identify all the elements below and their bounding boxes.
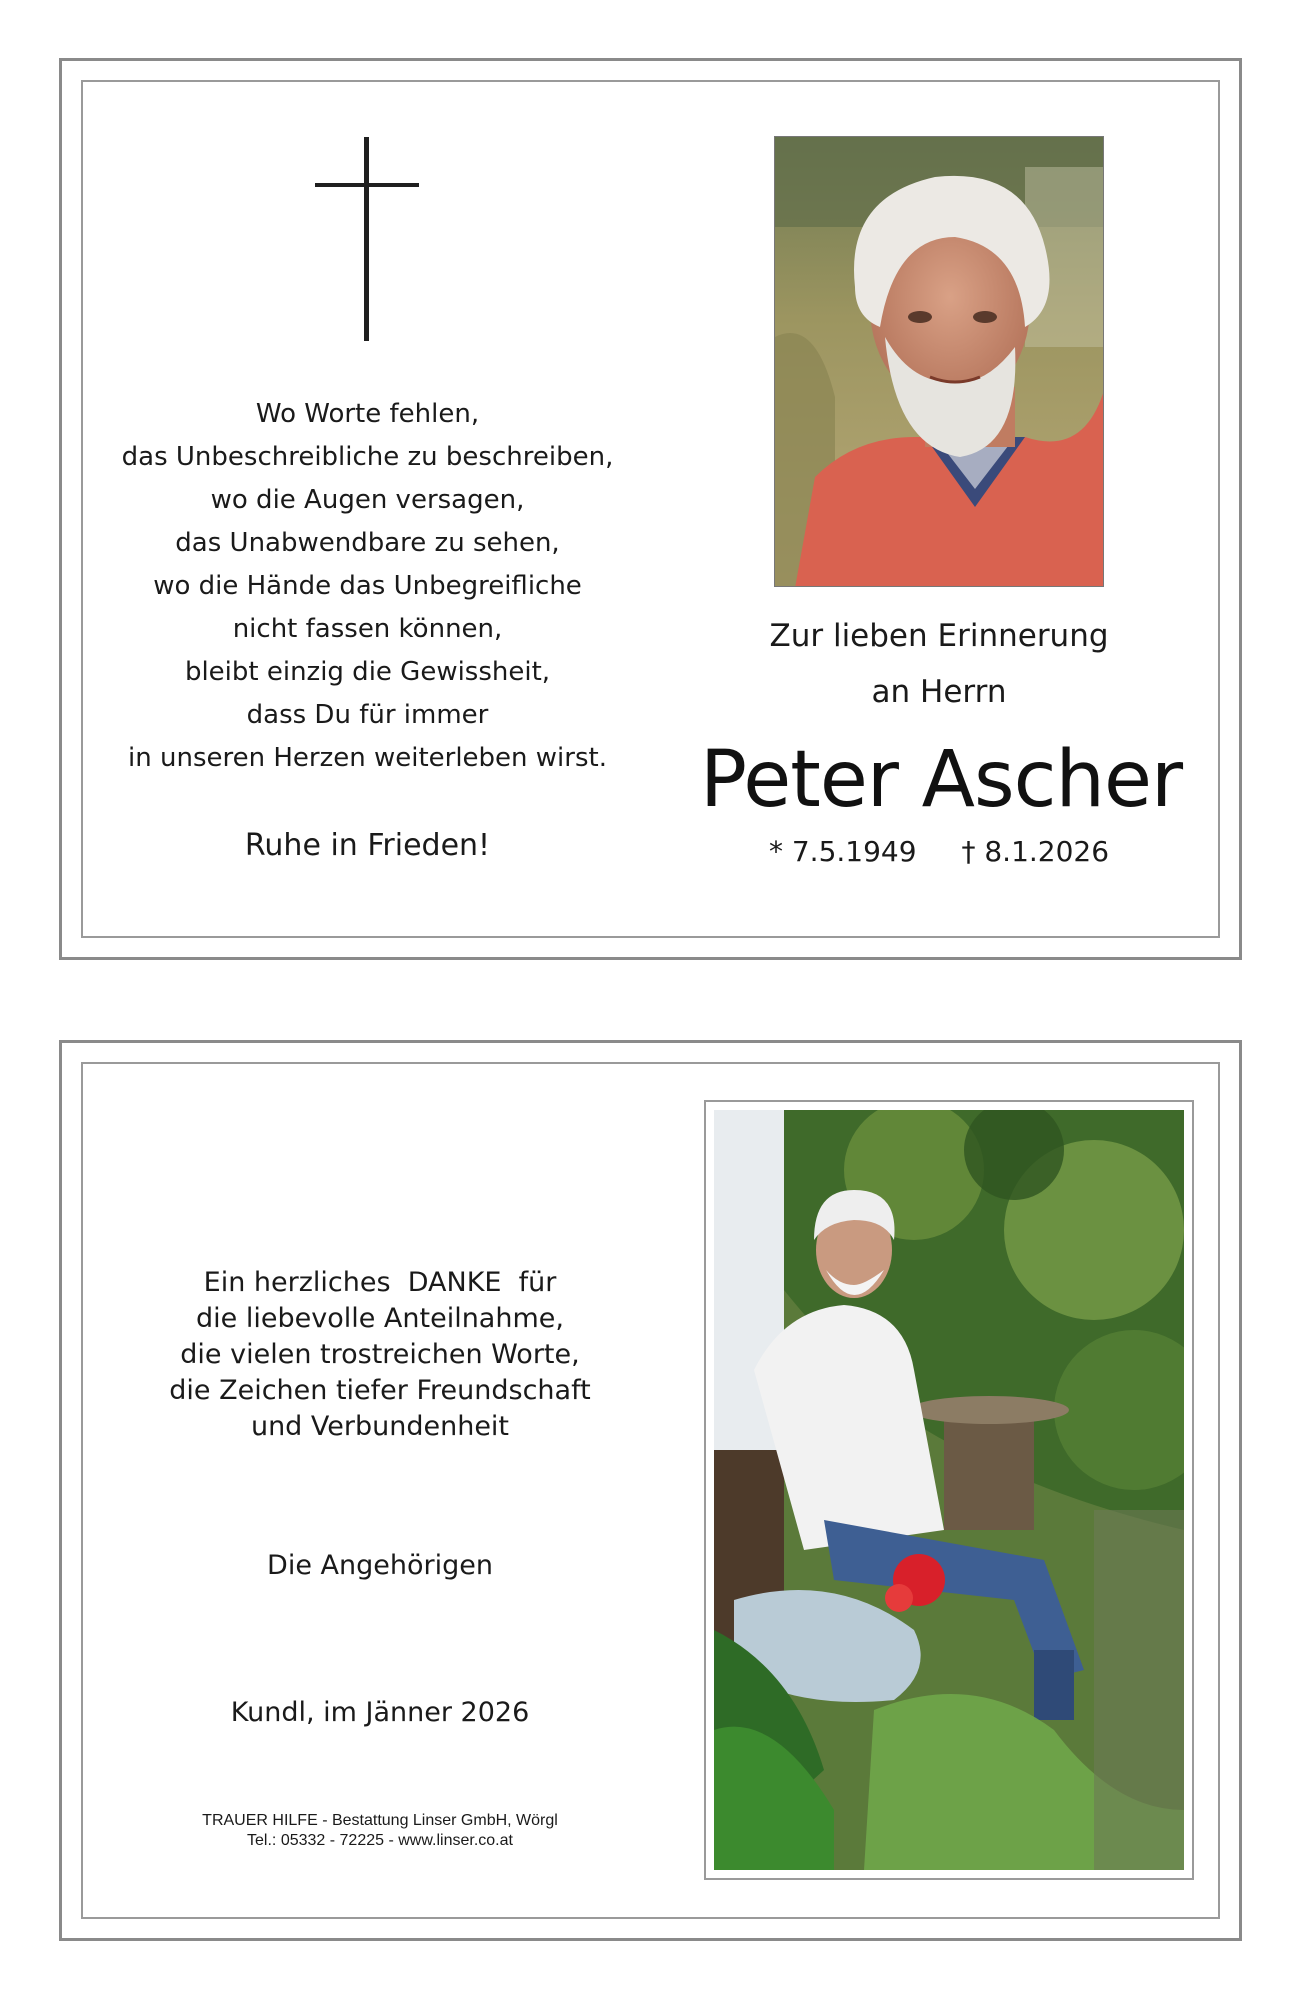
closing-text: Ruhe in Frieden!	[244, 828, 491, 863]
funeral-home-info	[130, 1811, 630, 1851]
garden-photo	[714, 1110, 1184, 1870]
funeral-home-name: TRAUER HILFE - Bestattung Linser GmbH, Wörgl	[202, 1812, 558, 1829]
garden-photo-frame	[704, 1100, 1194, 1880]
thanks-line: die vielen trostreichen Worte,	[180, 1339, 580, 1370]
poem-line: Wo Worte fehlen,	[255, 399, 480, 429]
place-and-date: Kundl, im Jänner 2026	[230, 1697, 530, 1728]
memory-line-2: an Herrn	[871, 674, 1007, 710]
poem-line: wo die Hände das Unbegreifliche	[153, 571, 582, 601]
poem	[120, 393, 615, 780]
thanks-line: Ein herzliches DANKE für	[203, 1267, 557, 1298]
poem-line: das Unbeschreibliche zu beschreiben,	[121, 442, 614, 472]
birth-date: * 7.5.1949	[768, 835, 917, 868]
poem-line: das Unabwendbare zu sehen,	[175, 528, 560, 558]
thanks-line: die liebevolle Anteilnahme,	[196, 1303, 564, 1334]
portrait-photo	[774, 136, 1104, 587]
poem-line: dass Du für immer	[246, 700, 489, 730]
memory-line-1: Zur lieben Erinnerung	[769, 618, 1109, 654]
thanks-text	[130, 1265, 630, 1445]
poem-line: in unseren Herzen weiterleben wirst.	[128, 743, 607, 773]
deceased-name: Peter Ascher	[700, 735, 1183, 825]
poem-line: nicht fassen können,	[232, 614, 503, 644]
death-date: † 8.1.2026	[961, 835, 1110, 868]
relatives-signature: Die Angehörigen	[267, 1550, 493, 1581]
cross-icon	[315, 137, 419, 341]
poem-line: bleibt einzig die Gewissheit,	[184, 657, 551, 687]
life-dates	[740, 835, 1138, 868]
thanks-line: die Zeichen tiefer Freundschaft	[169, 1375, 591, 1406]
poem-line: wo die Augen versagen,	[210, 485, 525, 515]
funeral-home-contact: Tel.: 05332 - 72225 - www.linser.co.at	[247, 1832, 513, 1849]
thanks-line: und Verbundenheit	[250, 1411, 510, 1442]
